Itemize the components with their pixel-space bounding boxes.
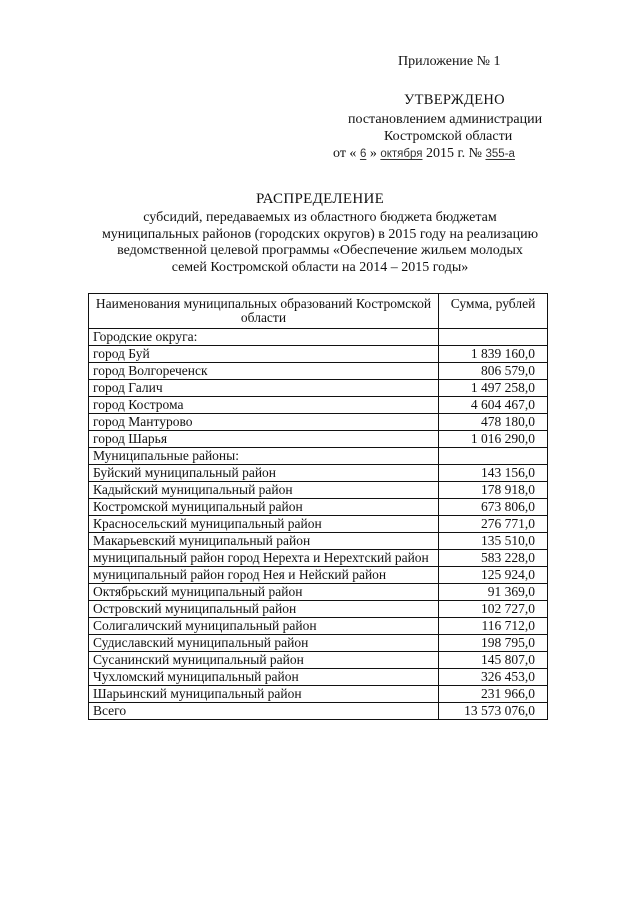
row-name: Муниципальные районы: bbox=[89, 448, 439, 465]
table-row bbox=[89, 380, 548, 397]
table-row bbox=[89, 499, 548, 516]
table-header-row bbox=[89, 294, 548, 329]
row-sum: 806 579,0 bbox=[439, 363, 548, 380]
row-sum: 276 771,0 bbox=[439, 516, 548, 533]
row-sum: 1 839 160,0 bbox=[439, 346, 548, 363]
table-row bbox=[89, 465, 548, 482]
document-title: РАСПРЕДЕЛЕНИЕ bbox=[255, 191, 385, 207]
row-name: город Кострома bbox=[89, 397, 439, 414]
table-row bbox=[89, 397, 548, 414]
table-row bbox=[89, 550, 548, 567]
row-name: город Галич bbox=[89, 380, 439, 397]
row-sum: 198 795,0 bbox=[439, 635, 548, 652]
date-mid: » bbox=[369, 146, 377, 161]
row-sum: 13 573 076,0 bbox=[439, 703, 548, 720]
row-name: Всего bbox=[89, 703, 439, 720]
row-sum: 145 807,0 bbox=[439, 652, 548, 669]
document-number: 355-а bbox=[485, 148, 515, 160]
table-row bbox=[89, 516, 548, 533]
row-name: Сусанинский муниципальный район bbox=[89, 652, 439, 669]
row-name: Солигаличский муниципальный район bbox=[89, 618, 439, 635]
table-row bbox=[89, 703, 548, 720]
approval-line-2: Костромской области bbox=[384, 129, 513, 144]
date-prefix: от « bbox=[333, 146, 357, 161]
table-row bbox=[89, 346, 548, 363]
row-sum: 673 806,0 bbox=[439, 499, 548, 516]
row-sum: 583 228,0 bbox=[439, 550, 548, 567]
row-name: город Волгореченск bbox=[89, 363, 439, 380]
row-name: Красносельский муниципальный район bbox=[89, 516, 439, 533]
row-name: город Буй bbox=[89, 346, 439, 363]
row-name: город Шарья bbox=[89, 431, 439, 448]
row-sum bbox=[439, 448, 548, 465]
row-sum: 125 924,0 bbox=[439, 567, 548, 584]
table-row bbox=[89, 363, 548, 380]
row-sum: 116 712,0 bbox=[439, 618, 548, 635]
table-row bbox=[89, 448, 548, 465]
row-name: муниципальный район город Нея и Нейский район bbox=[89, 567, 439, 584]
approval-line-1: постановлением администрации bbox=[348, 112, 543, 127]
table-row bbox=[89, 329, 548, 346]
row-sum: 478 180,0 bbox=[439, 414, 548, 431]
row-name: муниципальный район город Нерехта и Нерехтский район bbox=[89, 550, 439, 567]
row-sum bbox=[439, 329, 548, 346]
row-sum: 1 016 290,0 bbox=[439, 431, 548, 448]
row-sum: 178 918,0 bbox=[439, 482, 548, 499]
row-name: Судиславский муниципальный район bbox=[89, 635, 439, 652]
table-row bbox=[89, 601, 548, 618]
date-day: 6 bbox=[359, 148, 367, 160]
table-row bbox=[89, 567, 548, 584]
row-name: город Мантурово bbox=[89, 414, 439, 431]
row-sum: 102 727,0 bbox=[439, 601, 548, 618]
table-row bbox=[89, 533, 548, 550]
table-row bbox=[89, 584, 548, 601]
row-sum: 143 156,0 bbox=[439, 465, 548, 482]
row-sum: 231 966,0 bbox=[439, 686, 548, 703]
table-row bbox=[89, 414, 548, 431]
subtitle-text: субсидий, передаваемых из областного бюджета бюджетам муниципальных районов (городских округов) в 2015 году на реализацию ведомственной целевой программы «Обеспечение жильем молодых семей Костромской области на 2014 – 2015 годы» bbox=[101, 210, 539, 275]
row-name: Городские округа: bbox=[89, 329, 439, 346]
column-header-name: Наименования муниципальных образований Костромской области bbox=[89, 294, 439, 329]
row-sum: 1 497 258,0 bbox=[439, 380, 548, 397]
row-name: Макарьевский муниципальный район bbox=[89, 533, 439, 550]
table-row bbox=[89, 618, 548, 635]
row-name: Кадыйский муниципальный район bbox=[89, 482, 439, 499]
row-name: Чухломский муниципальный район bbox=[89, 669, 439, 686]
column-header-sum: Сумма, рублей bbox=[439, 294, 548, 329]
date-suffix: 2015 г. № bbox=[425, 146, 483, 161]
row-name: Костромской муниципальный район bbox=[89, 499, 439, 516]
distribution-table bbox=[88, 293, 548, 720]
table-row bbox=[89, 686, 548, 703]
row-name: Шарьинский муниципальный район bbox=[89, 686, 439, 703]
table-row bbox=[89, 652, 548, 669]
row-sum: 135 510,0 bbox=[439, 533, 548, 550]
table-row bbox=[89, 635, 548, 652]
table-row bbox=[89, 482, 548, 499]
row-sum: 4 604 467,0 bbox=[439, 397, 548, 414]
row-name: Буйский муниципальный район bbox=[89, 465, 439, 482]
approved-heading: УТВЕРЖДЕНО bbox=[404, 92, 505, 108]
row-name: Октябрьский муниципальный район bbox=[89, 584, 439, 601]
date-month: октября bbox=[380, 148, 423, 160]
table-row bbox=[89, 431, 548, 448]
row-sum: 326 453,0 bbox=[439, 669, 548, 686]
row-sum: 91 369,0 bbox=[439, 584, 548, 601]
approval-date-line bbox=[333, 146, 515, 162]
row-name: Островский муниципальный район bbox=[89, 601, 439, 618]
appendix-label: Приложение № 1 bbox=[398, 54, 501, 69]
table-row bbox=[89, 669, 548, 686]
document-subtitle bbox=[0, 210, 640, 276]
